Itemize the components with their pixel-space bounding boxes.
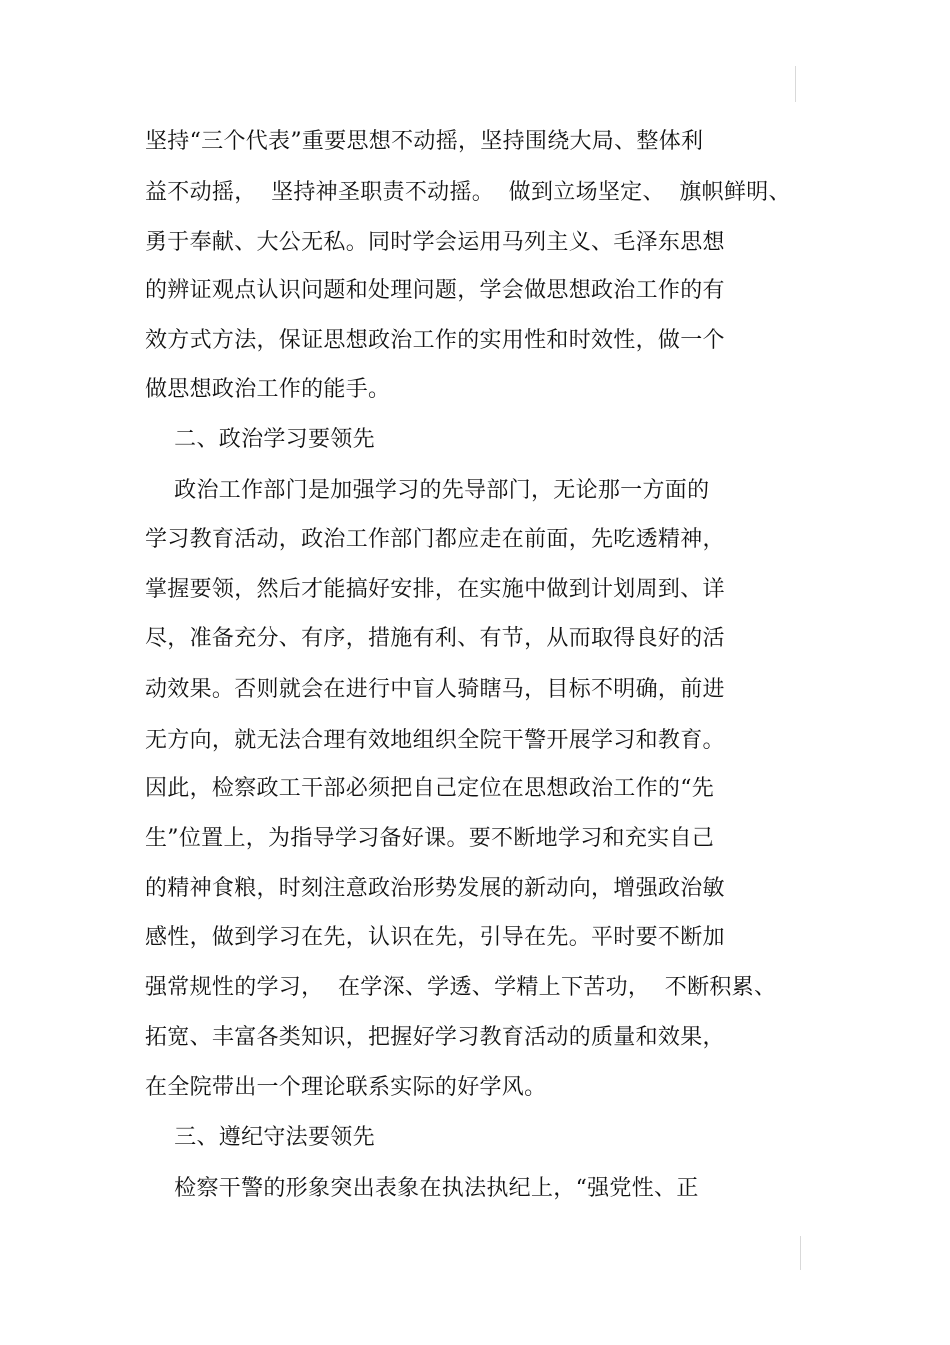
section-heading: 三、遵纪守法要领先 [145, 1125, 375, 1150]
page-edge-mark-bottom [800, 1236, 801, 1270]
body-text-line: 的精神食粮，时刻注意政治形势发展的新动向，增强政治敏 [145, 876, 725, 901]
body-text-line: 掌握要领，然后才能搞好安排，在实施中做到计划周到、详 [145, 577, 725, 602]
body-text-line: 尽，准备充分、有序，措施有利、有节，从而取得良好的活 [145, 626, 725, 651]
body-text-line: 强常规性的学习， 在学深、学透、学精上下苦功， 不断积累、 [145, 975, 777, 1000]
body-text-line: 做思想政治工作的能手。 [145, 377, 391, 402]
body-text-line: 动效果。否则就会在进行中盲人骑瞎马，目标不明确，前进 [145, 677, 725, 702]
body-text-line: 无方向，就无法合理有效地组织全院干警开展学习和教育。 [145, 728, 725, 753]
body-text-line: 的辨证观点认识问题和处理问题，学会做思想政治工作的有 [145, 278, 725, 303]
body-text-line: 勇于奉献、大公无私。同时学会运用马列主义、毛泽东思想 [145, 230, 725, 255]
body-text-line: 感性，做到学习在先，认识在先，引导在先。平时要不断加 [145, 925, 725, 950]
body-text-line: 效方式方法，保证思想政治工作的实用性和时效性，做一个 [145, 328, 725, 353]
body-text-line: 益不动摇， 坚持神圣职责不动摇。 做到立场坚定、 旗帜鲜明、 [145, 180, 791, 205]
section-heading: 二、政治学习要领先 [145, 427, 375, 452]
page-edge-mark-top [795, 66, 796, 102]
body-text-line: 政治工作部门是加强学习的先导部门，无论那一方面的 [145, 478, 710, 503]
body-text-line: 检察干警的形象突出表象在执法执纪上，“强党性、正 [145, 1176, 699, 1201]
body-text-line: 生”位置上，为指导学习备好课。要不断地学习和充实自己 [145, 826, 715, 851]
body-text-line: 因此，检察政工干部必须把自己定位在思想政治工作的“先 [145, 776, 715, 801]
body-text-line: 坚持“三个代表”重要思想不动摇，坚持围绕大局、整体利 [145, 129, 704, 154]
body-text-line: 拓宽、丰富各类知识，把握好学习教育活动的质量和效果， [145, 1025, 725, 1050]
body-text-line: 在全院带出一个理论联系实际的好学风。 [145, 1075, 547, 1100]
body-text-line: 学习教育活动，政治工作部门都应走在前面，先吃透精神， [145, 527, 725, 552]
